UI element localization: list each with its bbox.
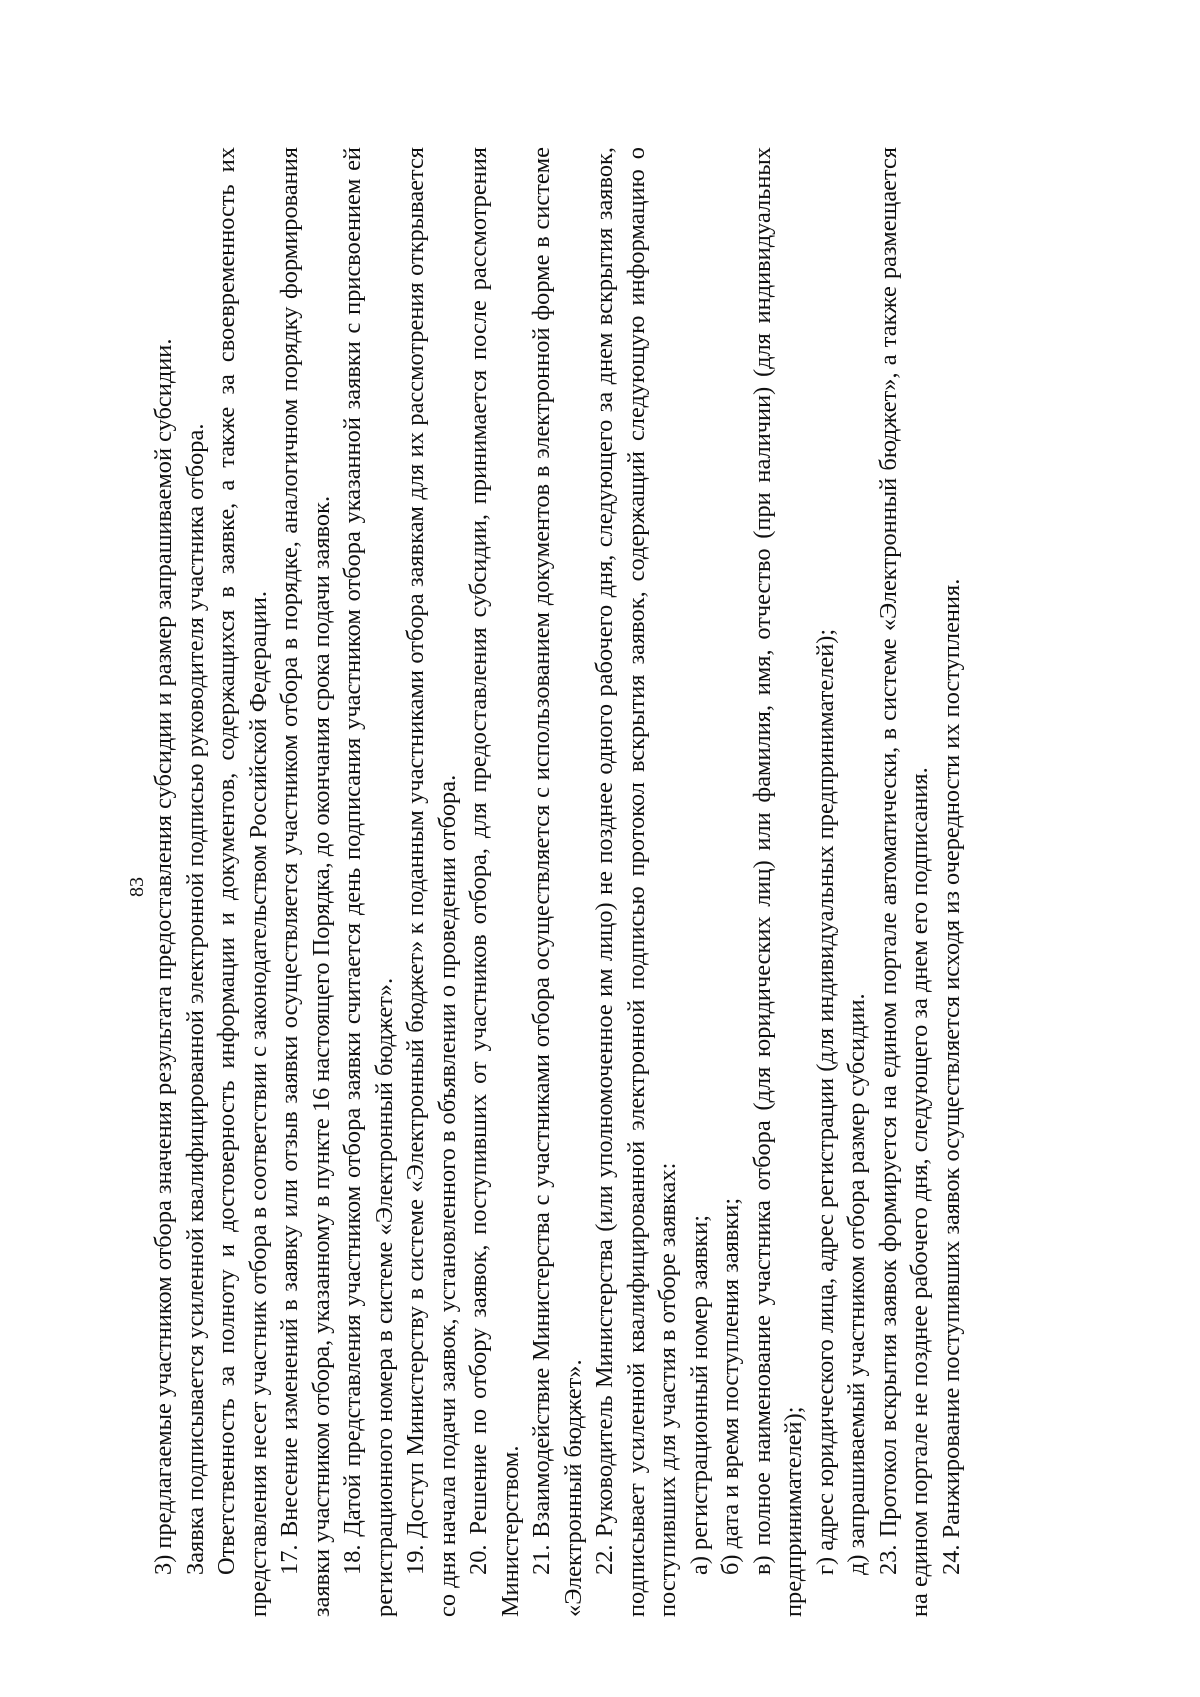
paragraph-18: 18. Датой представления участником отбора заявки считается день подписания участником отбора указанной заявки с присвоением ей регистрационного номера в системе «Электронный бюджет».: [339, 147, 398, 1617]
paragraph-responsibility: Ответственность за полноту и достоверность информации и документов, содержащихся в заявке, а также за своевременность их представления несет участник отбора в соответствии с законодательством Российской Федерации.: [213, 147, 272, 1617]
paragraph-signature: Заявка подписывается усиленной квалифицированной электронной подписью руководителя участника отбора.: [181, 423, 209, 1575]
list-item-d: д) запрашиваемый участником отбора размер субсидии.: [843, 993, 870, 1575]
paragraph-item-3: 3) предлагаемые участником отбора значения результата предоставления субсидии и размер запрашиваемой субсидии.: [150, 338, 177, 1575]
list-item-a: а) регистрационный номер заявки;: [685, 1214, 713, 1575]
list-item-b: б) дата и время поступления заявки;: [717, 1197, 744, 1575]
list-item-v: в) полное наименование участника отбора (для юридических лиц) или фамилия, имя, отчество (при наличии) (для индивидуальных предпринимателей);: [748, 147, 807, 1617]
paragraph-20: 20. Решение по отбору заявок, поступивших от участников отбора, для предоставления субсидии, принимается после рассмотрения Министерством.: [465, 147, 524, 1617]
paragraph-21: 21. Взаимодействие Министерства с участниками отбора осуществляется с использованием документов в электронной форме в системе «Электронный бюджет».: [528, 147, 587, 1617]
paragraph-17: 17. Внесение изменений в заявку или отзыв заявки осуществляется участником отбора в порядке, аналогичном порядку формирования заявки участником отбора, указанному в пункте 16 настоящего Порядка, до окончания срока подачи заявок.: [276, 147, 335, 1617]
paragraph-24: 24. Ранжирование поступивших заявок осуществляется исходя из очередности их поступления.: [937, 578, 965, 1575]
paragraph-19: 19. Доступ Министерству в системе «Электронный бюджет» к поданным участниками отбора заявкам для их рассмотрения открывается со дня начала подачи заявок, установленного в объявлении о проведении отбора.: [402, 147, 461, 1617]
list-item-g: г) адрес юридического лица, адрес регистрации (для индивидуальных предпринимателей);: [811, 628, 839, 1575]
rotated-page-content: [30, 77, 1180, 1697]
paragraph-22: 22. Руководитель Министерства (или уполномоченное им лицо) не позднее одного рабочего дня, следующего за днем вскрытия заявок, подписывает усиленной квалифицированной электронной подписью протокол вскрытия заявок, содержащий следующую информацию о поступивших для участия в отборе заявках:: [591, 147, 681, 1617]
document-body: [148, 147, 967, 1617]
page-number: 83: [126, 877, 148, 897]
paragraph-23: 23. Протокол вскрытия заявок формируется на едином портале автоматически, в системе «Электронный бюджет», а также размещается на едином портале не позднее рабочего дня, следующего за днем его подписания.: [874, 147, 933, 1617]
